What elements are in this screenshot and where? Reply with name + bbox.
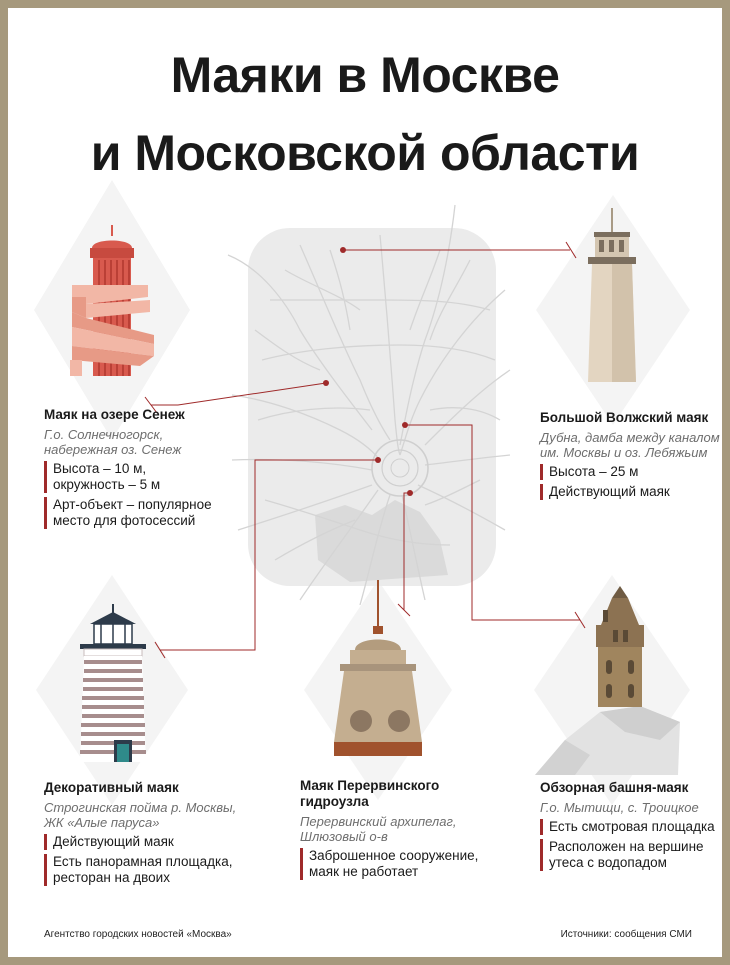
fact-observation-deck: Есть смотровая площадка [540,819,720,835]
lighthouse-name: Обзорная башня-маяк [540,780,689,795]
volga-lighthouse-icon [588,208,636,382]
perervinsky-lighthouse-icon [334,580,422,756]
pin-volga [340,247,346,253]
lighthouse-troitskoe [540,780,720,871]
lighthouse-name: Маяк Перервинского гидроузла [300,778,440,809]
lighthouse-name: Маяк на озере Сенеж [44,407,185,422]
pin-senezh [323,380,329,386]
fact-art-object: Арт-объект – популярное место для фотосессий [44,497,259,529]
lighthouse-location: Г.о. Мытищи, с. Троицкое [540,800,699,815]
fact-abandoned: Заброшенное сооружение, маяк не работает [300,848,500,880]
lighthouse-location: Г.о. Солнечногорск, набережная оз. Сенеж [44,427,182,457]
fact-operating: Действующий маяк [44,834,274,850]
infographic [8,8,722,957]
fact-cliff: Расположен на вершине утеса с водопадом [540,839,720,871]
lighthouse-location: Дубна, дамба между каналом им. Москвы и оз. Лебяжьим [540,430,720,460]
fact-operating: Действующий маяк [540,484,720,500]
fact-panorama: Есть панорамная площадка, ресторан на двоих [44,854,274,886]
lighthouse-decorative [44,780,274,886]
title-line-2: и Московской области [90,125,640,181]
fact-height: Высота – 10 м, окружность – 5 м [44,461,259,493]
lighthouse-location: Строгинская пойма р. Москвы, ЖК «Алые паруса» [44,800,237,830]
footer-agency: Агентство городских новостей «Москва» [44,929,232,940]
lighthouse-perervinsky [300,778,500,880]
pin-perervinsky [407,490,413,496]
lighthouse-name: Большой Волжский маяк [540,410,709,425]
lighthouse-location: Перервинский архипелаг, Шлюзовый о-в [300,814,457,844]
footer-sources: Источники: сообщения СМИ [560,929,692,940]
pin-decorative [375,457,381,463]
lighthouse-volga [540,410,720,500]
fact-height: Высота – 25 м [540,464,720,480]
lighthouse-senezh [44,407,259,529]
lighthouse-name: Декоративный маяк [44,780,179,795]
pin-troitskoe [402,422,408,428]
title-line-1: Маяки в Москве [170,47,560,103]
moscow-map [228,205,510,605]
